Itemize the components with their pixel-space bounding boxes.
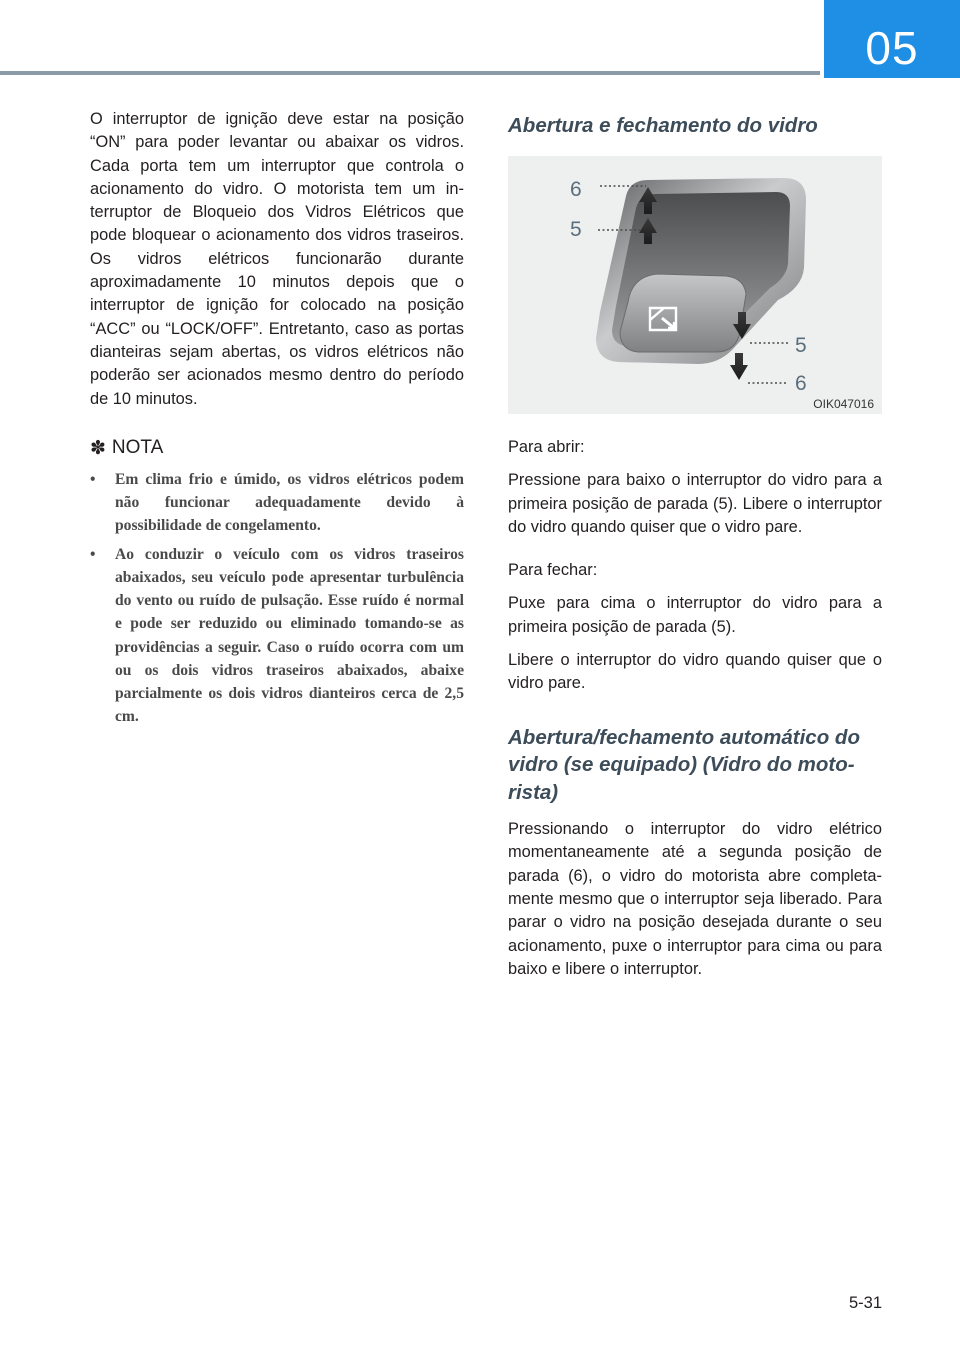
section-title-window: Abertura e fechamento do vidro bbox=[508, 114, 818, 137]
note-title: NOTA bbox=[111, 437, 164, 459]
note-list bbox=[90, 468, 464, 728]
auto-text: Pressionando o interruptor do vidro elétrico momentaneamente até a segunda posição de parada (6), o vidro do motorista abre completamente mesmo que o interruptor seja liberado. Para parar o vidro na posição desejada durante o seu acionamento, puxe o interruptor para cima ou para baixo e libere o interruptor. bbox=[508, 820, 882, 978]
label-up-first: 5 bbox=[570, 218, 582, 241]
open-text: Pressione para baixo o interruptor do vidro para a primeira posição de parada (5). Libere o interruptor do vidro quando quiser que o vidro pare. bbox=[508, 471, 882, 536]
note-icon: ✽ bbox=[90, 437, 106, 459]
note-item-text: Em clima frio e úmido, os vidros elétricos podem não funcionar adequadamente devido à possibilidade de congelamento. bbox=[115, 470, 464, 535]
close-text: Puxe para cima o interruptor do vidro para a primeira posição de parada (5). bbox=[508, 594, 882, 636]
note-item bbox=[90, 468, 464, 537]
intro-paragraph: O interruptor de ignição deve estar na posição “ON” para poder levantar ou abaixar os vidros. Cada porta tem um interruptor que controla o acionamento do vidro. O motorista tem um interruptor de Bloqueio dos Vidros Elétricos que pode bloquear o acionamento dos vidros traseiros. Os vidros elétricos funcionarão durante aproximadamente 10 minutos depois que o interruptor de ignição for colocado na posição “ACC” ou “LOCK/OFF”. Entretanto, caso as portas dianteiras sejam abertas, os vidros elétricos não poderão ser acionados mesmo dentro do período de 10 minutos. bbox=[90, 110, 464, 408]
chapter-tab: 05 bbox=[824, 0, 960, 78]
note-item bbox=[90, 543, 464, 728]
label-down-first: 5 bbox=[795, 334, 807, 357]
header-rule bbox=[0, 71, 820, 75]
arrow-down-icon bbox=[730, 353, 748, 380]
bullet-icon: • bbox=[90, 470, 96, 488]
note-item-text: Ao conduzir o veículo com os vidros traseiros abaixados, seu veículo pode apresentar turbulência do vento ou ruído de pulsação. Esse ruído é normal e pode ser reduzido ou eliminado tomando-se as providências a seguir. Caso o ruído ocorra com um ou os dois vidros traseiros abaixados, abaixe parcialmente os dois vidros dianteiros cerca de 2,5 cm. bbox=[115, 546, 464, 725]
figure-code: OIK047016 bbox=[813, 397, 874, 411]
page-number: 5-31 bbox=[848, 1294, 882, 1312]
release-text: Libere o interruptor do vidro quando quiser que o vidro pare. bbox=[508, 651, 882, 693]
open-label: Para abrir: bbox=[508, 438, 585, 456]
label-up-second: 6 bbox=[570, 178, 582, 201]
window-switch-figure bbox=[508, 156, 882, 414]
label-down-second: 6 bbox=[795, 372, 807, 395]
window-switch-illustration bbox=[508, 156, 882, 414]
right-column bbox=[508, 108, 882, 991]
close-label: Para fechar: bbox=[508, 561, 598, 580]
note-heading bbox=[90, 437, 464, 460]
section-title-auto: Abertura/fechamento automático do vidro (se equipado) (Vidro do motorista) bbox=[508, 725, 860, 804]
bullet-icon: • bbox=[90, 546, 96, 564]
switch-key bbox=[620, 274, 746, 352]
left-column bbox=[90, 108, 464, 734]
